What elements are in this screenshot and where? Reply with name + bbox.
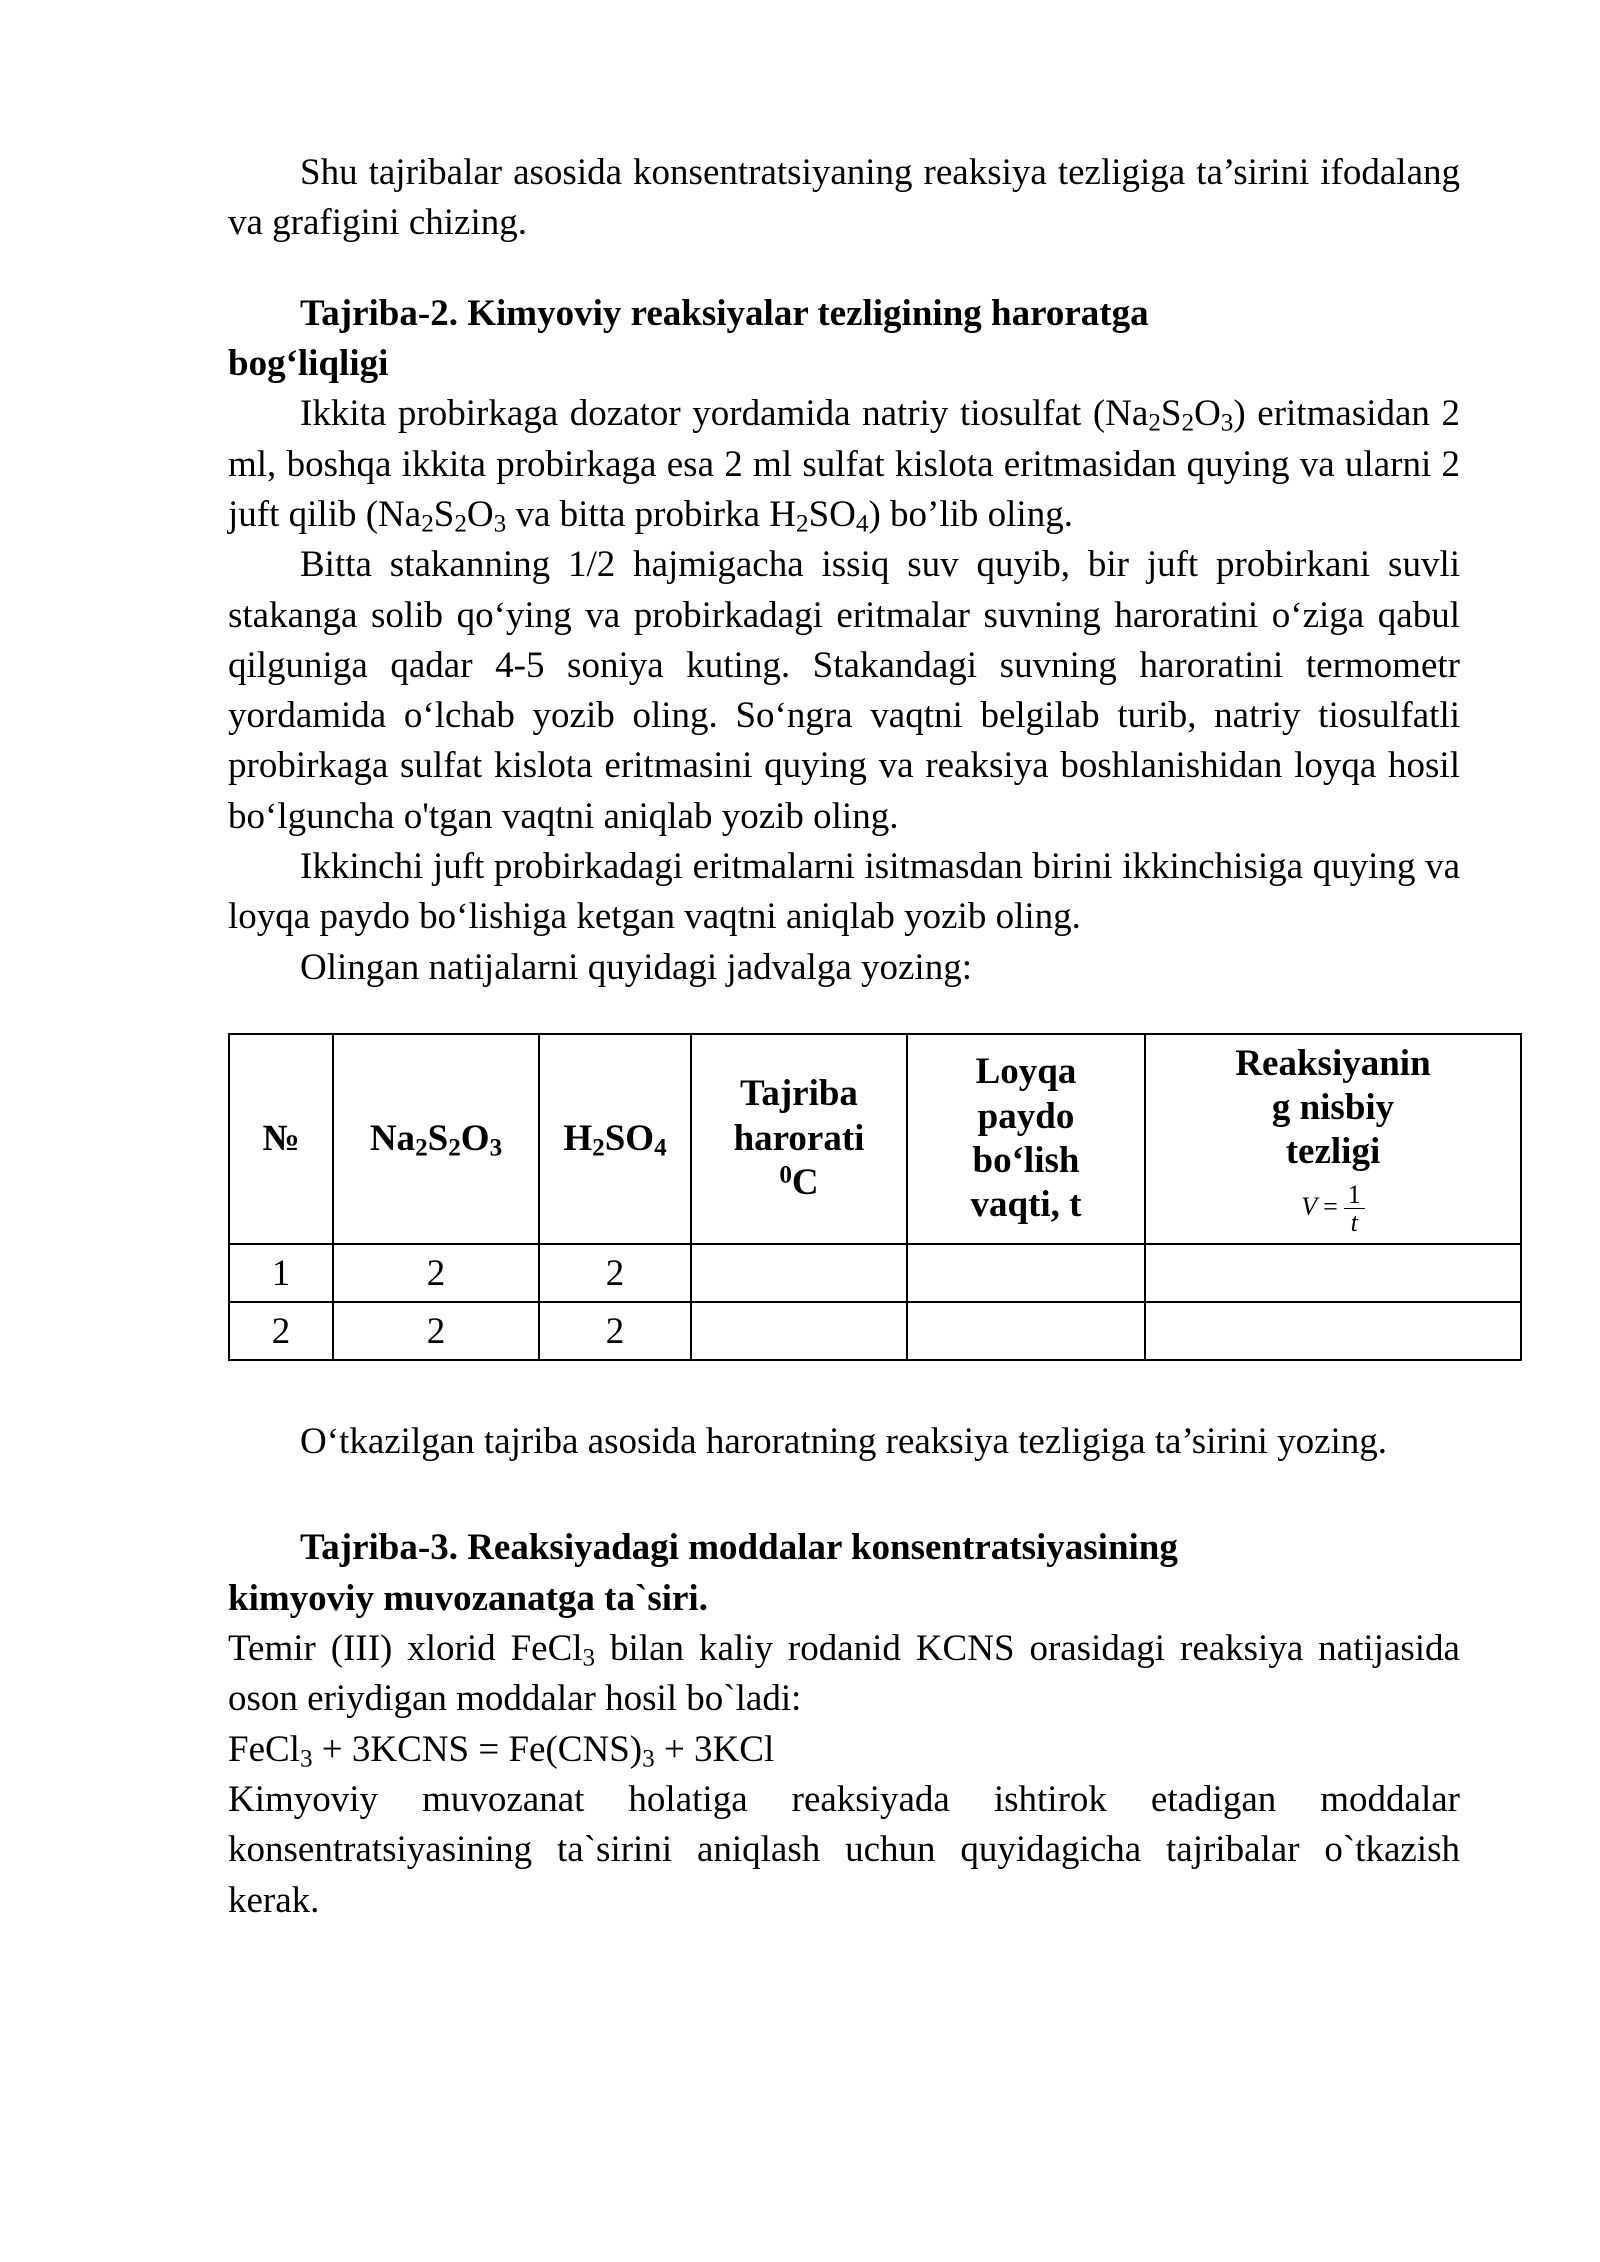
paragraph-materials — [228, 389, 1460, 540]
paragraph-procedure-hot: Bitta stakanning 1/2 hajmigacha issiq suv quyib, bir juft probirkani suvli stakanga solib qo‘ying va probirkadagi eritmalar suvning haroratini o‘ziga qabul qilguniga qadar 4-5 soniya kuting. Stakandagi suvning haroratini termometr yordamida o‘lchab yozib oling. So‘ngra vaqtni belgilab turib, natriy tiosulfatli probirkaga sulfat kislota eritmasini quying va reaksiya boshlanishidan loyqa hosil bo‘lguncha o'tgan vaqtni aniqlab yozib oling. — [228, 544, 1460, 837]
paragraph-conclusion-2: O‘tkazilgan tajriba asosida haroratning reaksiya tezligiga ta’sirini yozing. — [300, 1421, 1388, 1462]
spacer — [228, 1467, 1460, 1523]
table-header-row — [229, 1034, 1521, 1244]
text-fragment: Reaksiyanin — [1235, 1042, 1431, 1084]
spacer — [228, 249, 1460, 289]
spacer — [228, 993, 1460, 1033]
subscript: 2 — [448, 1134, 461, 1162]
cell-relative-rate[interactable] — [1145, 1302, 1521, 1360]
formula-equals: = — [1323, 1191, 1338, 1221]
heading-tajriba-3-line2: kimyoviy muvozanatga ta`siri. — [228, 1577, 708, 1619]
subscript: 3 — [489, 1134, 503, 1162]
text-fragment: tezligi — [1285, 1131, 1381, 1173]
table-row — [229, 1302, 1521, 1360]
superscript: 0 — [779, 1161, 792, 1189]
subscript: 4 — [855, 510, 869, 538]
table-body — [229, 1244, 1521, 1360]
column-header-relative-rate — [1145, 1034, 1521, 1244]
heading-tajriba-2-line1: Tajriba-2. Kimyoviy reaksiyalar tezligining haroratga — [300, 292, 1149, 334]
text-fragment: ) bo’lib oling. — [868, 493, 1073, 535]
text-fragment: S — [433, 493, 455, 535]
text-fragment: H — [563, 1117, 593, 1159]
cell-h2so4: 2 — [539, 1302, 691, 1360]
cell-turbidity-time[interactable] — [907, 1244, 1145, 1302]
subscript: 2 — [795, 510, 809, 538]
cell-relative-rate[interactable] — [1145, 1244, 1521, 1302]
subscript: 4 — [654, 1134, 667, 1162]
heading-tajriba-2-line2: bog‘liqligi — [228, 342, 389, 384]
text-fragment: ) eritmasidan 2 ml, boshqa ikkita probirkaga esa 2 ml sulfat kislota eritmasidan quying va ularni 2 juft qilib (Na — [228, 393, 1460, 535]
text-fragment: Tajriba — [740, 1073, 858, 1115]
cell-turbidity-time[interactable] — [907, 1302, 1145, 1360]
text-fragment: O — [466, 493, 494, 535]
text-fragment: va bitta probirka H — [506, 493, 796, 535]
cell-temperature[interactable] — [691, 1244, 907, 1302]
temperature-unit — [696, 1161, 902, 1205]
text-fragment: harorati — [733, 1117, 865, 1159]
text-fragment: g nisbiy — [1271, 1087, 1395, 1128]
formula-variable: V — [1301, 1191, 1318, 1221]
page-content — [228, 148, 1460, 1926]
paragraph-equilibrium: Kimyoviy muvozanat holatiga reaksiyada ishtirok etadigan moddalar konsentratsiyasining ta`sirini aniqlash uchun quyidagicha tajribalar o`tkazish kerak. — [228, 1778, 1460, 1921]
cell-na2s2o3: 2 — [333, 1244, 539, 1302]
cell-temperature[interactable] — [691, 1302, 907, 1360]
text-fragment: SO — [604, 1117, 655, 1159]
text-fragment: + 3KCl — [654, 1728, 775, 1770]
text-fragment: S — [1160, 393, 1182, 435]
paragraph-record-results: Olingan natijalarni quyidagi jadvalga yozing: — [300, 946, 972, 988]
cell-h2so4: 2 — [539, 1244, 691, 1302]
paragraph-procedure-cold: Ikkinchi juft probirkadagi eritmalarni isitmasdan birini ikkinchisiga quying va loyqa paydo bo‘lishiga ketgan vaqtni aniqlab yozib oling. — [228, 846, 1460, 938]
formula-fraction — [1344, 1181, 1365, 1237]
text-fragment: + 3KCNS = Fe(CNS) — [312, 1728, 643, 1770]
heading-tajriba-3-line1: Tajriba-3. Reaksiyadagi moddalar konsentratsiyasining — [300, 1527, 1178, 1569]
subscript: 3 — [299, 1745, 313, 1773]
subscript: 2 — [1181, 409, 1195, 437]
text-fragment: bo‘lish — [972, 1140, 1080, 1181]
column-header-h2so4 — [539, 1034, 691, 1244]
subscript: 2 — [1148, 409, 1161, 437]
subscript: 2 — [421, 510, 434, 538]
cell-number: 1 — [229, 1244, 333, 1302]
text-fragment: Na — [369, 1117, 416, 1159]
column-header-temperature — [691, 1034, 907, 1244]
cell-na2s2o3: 2 — [333, 1302, 539, 1360]
column-header-turbidity-time — [907, 1034, 1145, 1244]
text-fragment: SO — [808, 493, 856, 535]
table-header — [229, 1034, 1521, 1244]
results-table — [228, 1033, 1522, 1361]
text-fragment: O — [1194, 393, 1221, 435]
text-fragment: Ikkita probirkaga dozator yordamida natriy tiosulfat (Na — [300, 393, 1149, 435]
subscript: 3 — [493, 510, 507, 538]
subscript: 3 — [642, 1745, 655, 1773]
subscript: 3 — [582, 1644, 596, 1672]
rate-formula — [1301, 1181, 1365, 1237]
text-fragment: Temir (III) xlorid FeCl — [228, 1627, 583, 1669]
text-fragment: paydo — [977, 1095, 1075, 1137]
text-fragment: Loyqa — [975, 1051, 1077, 1093]
text-fragment: bilan kaliy rodanid KCNS orasidagi reaksiya natijasida oson eriydigan moddalar hosil bo`ladi: — [228, 1627, 1460, 1720]
formula-numerator: 1 — [1344, 1181, 1365, 1209]
paragraph-intro: Shu tajribalar asosida konsentratsiyaning reaksiya tezligiga ta’sirini ifodalang va grafigini chizing. — [228, 152, 1460, 244]
heading-tajriba-3 — [228, 1523, 1460, 1624]
heading-tajriba-2 — [228, 289, 1460, 390]
text-fragment: O — [460, 1117, 490, 1159]
subscript: 2 — [592, 1134, 605, 1162]
text-fragment: vaqti, t — [970, 1184, 1082, 1226]
column-header-number — [229, 1034, 333, 1244]
spacer — [228, 1361, 1460, 1417]
column-header-number-label: № — [262, 1117, 300, 1159]
subscript: 2 — [454, 510, 467, 538]
subscript: 3 — [1220, 409, 1234, 437]
text-fragment: S — [427, 1117, 449, 1159]
text-fragment: FeCl — [228, 1728, 300, 1770]
text-fragment: C — [791, 1162, 819, 1204]
subscript: 2 — [415, 1134, 428, 1162]
table-row — [229, 1244, 1521, 1302]
formula-denominator: t — [1350, 1208, 1358, 1238]
cell-number: 2 — [229, 1302, 333, 1360]
column-header-na2s2o3 — [333, 1034, 539, 1244]
chemical-equation — [228, 1725, 1460, 1775]
paragraph-fecl3-intro — [228, 1624, 1460, 1725]
